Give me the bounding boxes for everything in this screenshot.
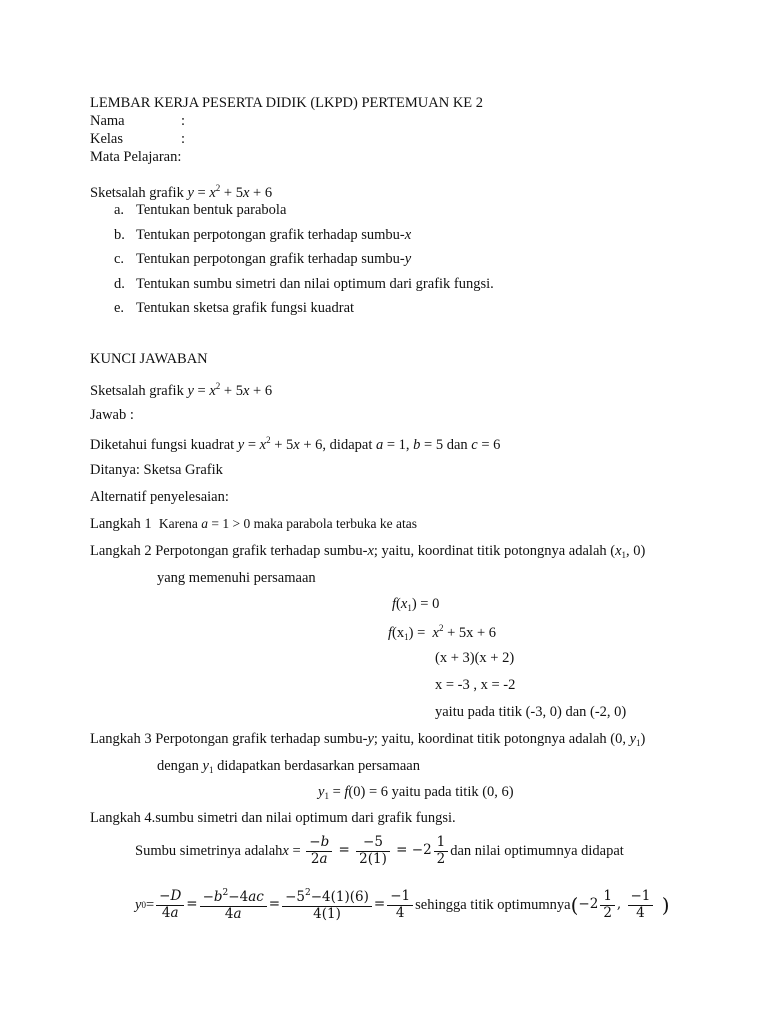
worksheet-title: LEMBAR KERJA PESERTA DIDIK (LKPD) PERTEMUAN KE 2 [90, 95, 484, 111]
eq-fx-zero: $f(x_1) = 0$ [392, 596, 440, 613]
task-item-text: Tentukan perpotongan grafik terhadap sumbu- [136, 226, 405, 243]
sumbu-simetri-line: Sumbu simetrinya adalah x = $\frac{-b}{2a}$ = $\frac{-5}{2(1)}$ = −2 $\frac{1}{2}$ dan nilai optimumnya didapat [135, 834, 624, 867]
task-item [136, 301, 354, 316]
step3-text-c: ) [640, 731, 646, 747]
task-item [136, 228, 411, 243]
task-item-text: Tentukan sketsa grafik fungsi kuadrat [136, 300, 355, 316]
task-item-text: Tentukan sumbu simetri dan nilai optimum dari grafik fungsi. [136, 275, 494, 292]
nama-colon: : [181, 113, 186, 129]
task-item-var: y [404, 251, 412, 267]
diketahui-line: Diketahui fungsi kuadrat $y = x^2 + 5x + 6$, didapat a = 1, b = 5 dan c = 6 [90, 435, 501, 453]
step3-eq: $y_1 = f(0) = 6$ yaitu pada titik (0, 6) [318, 784, 514, 801]
mapel-label: Mata Pelajaran: [90, 149, 182, 165]
step2-cont: yang memenuhi persamaan [157, 570, 316, 586]
task-intro: Sketsalah grafik $y = x^2 + 5x + 6$ [90, 183, 273, 201]
step2-text-b: ; yaitu, koordinat titik potongnya adalah ( [373, 543, 616, 559]
eq-points: yaitu pada titik (-3, 0) dan (-2, 0) [435, 704, 627, 720]
task-item-var: x [404, 226, 412, 243]
kelas-colon: : [181, 131, 186, 147]
step3-label: Langkah 3 [90, 731, 152, 747]
eq-fx-zero-rhs: = 0 [420, 596, 440, 612]
task-intro-text: Sketsalah grafik [90, 185, 188, 201]
task-item-letter: c. [114, 251, 125, 267]
step3-cont-b: didapatkan berdasarkan persamaan [213, 758, 420, 774]
step1-text-b: maka parabola terbuka ke atas [250, 516, 417, 531]
step3-cont: dengan $y_1$ didapatkan berdasarkan persamaan [157, 758, 420, 775]
step3-cont-a: dengan [157, 758, 203, 774]
optimum-post: sehingga titik optimumnya [415, 896, 571, 913]
alternatif-line: Alternatif penyelesaian: [90, 489, 229, 505]
diketahui-dan: dan [443, 437, 472, 453]
step3-line: Langkah 3 Perpotongan grafik terhadap sumbu-y; yaitu, koordinat titik potongnya adalah (0, $y_1$) [90, 731, 646, 748]
task-item [136, 203, 286, 218]
task-item-letter: a. [114, 202, 125, 218]
answer-intro: Sketsalah grafik $y = x^2 + 5x + 6$ [90, 381, 273, 399]
step2-text-c: , 0) [626, 543, 646, 559]
step2-line: Langkah 2 Perpotongan grafik terhadap sumbu-x; yaitu, koordinat titik potongnya adalah ($x_1$, 0) [90, 543, 646, 560]
step1-text-a: Karena [158, 516, 202, 531]
eq-fx-def-rhs: + 5x + 6 [443, 625, 497, 641]
kelas-label: Kelas [90, 131, 124, 147]
task-item [136, 252, 411, 267]
task-item-text: Tentukan bentuk parabola [136, 202, 287, 218]
task-item-letter: d. [114, 275, 125, 292]
eq-fx-def: $f(x_1) = x^2 + 5x + 6$ [388, 623, 497, 642]
sumbu-pre: Sumbu simetrinya adalah [135, 842, 283, 859]
step2-label: Langkah 2 [90, 543, 152, 559]
task-item-text: Tentukan perpotongan grafik terhadap sumbu- [136, 251, 405, 267]
step3-text-b: ; yaitu, koordinat titik potongnya adalah (0, [373, 731, 630, 747]
step1-line: Langkah 1 Karena a = 1 > 0 maka parabola terbuka ke atas [90, 516, 417, 532]
step1-label: Langkah 1 [90, 516, 152, 532]
step4-line: Langkah 4.sumbu simetri dan nilai optimum dari grafik fungsi. [90, 810, 456, 826]
sumbu-post: dan nilai optimumnya didapat [450, 842, 624, 859]
diketahui-pre: Diketahui fungsi kuadrat [90, 437, 238, 453]
step3-eq-text: yaitu pada titik (0, 6) [388, 784, 514, 800]
optimum-line: y 0 = $\frac{-D}{4a}$ = $\frac{-b^2-4ac}{4a}$ = $\frac{-5^2-4(1)(6)}{4(1)}$ = $\frac{-1}{4}$ sehingga titik optimumnya ( −2 $\frac{1}{2}$ , $\frac{-1}{4}$ ) [135, 888, 670, 922]
answer-intro-text: Sketsalah grafik [90, 383, 188, 399]
task-item-letter: e. [114, 300, 125, 316]
nama-label: Nama [90, 113, 125, 129]
task-item [136, 277, 494, 292]
jawab-label: Jawab : [90, 407, 134, 423]
diketahui-mid: , didapat [322, 437, 376, 453]
step3-text-a: Perpotongan grafik terhadap sumbu- [155, 731, 368, 747]
ditanya-line: Ditanya: Sketsa Grafik [90, 462, 223, 478]
step2-text-a: Perpotongan grafik terhadap sumbu- [155, 543, 368, 559]
answer-heading: KUNCI JAWABAN [90, 351, 208, 367]
eq-factored: (x + 3)(x + 2) [435, 650, 515, 666]
task-item-letter: b. [114, 226, 125, 243]
eq-roots: x = -3 , x = -2 [435, 677, 516, 693]
